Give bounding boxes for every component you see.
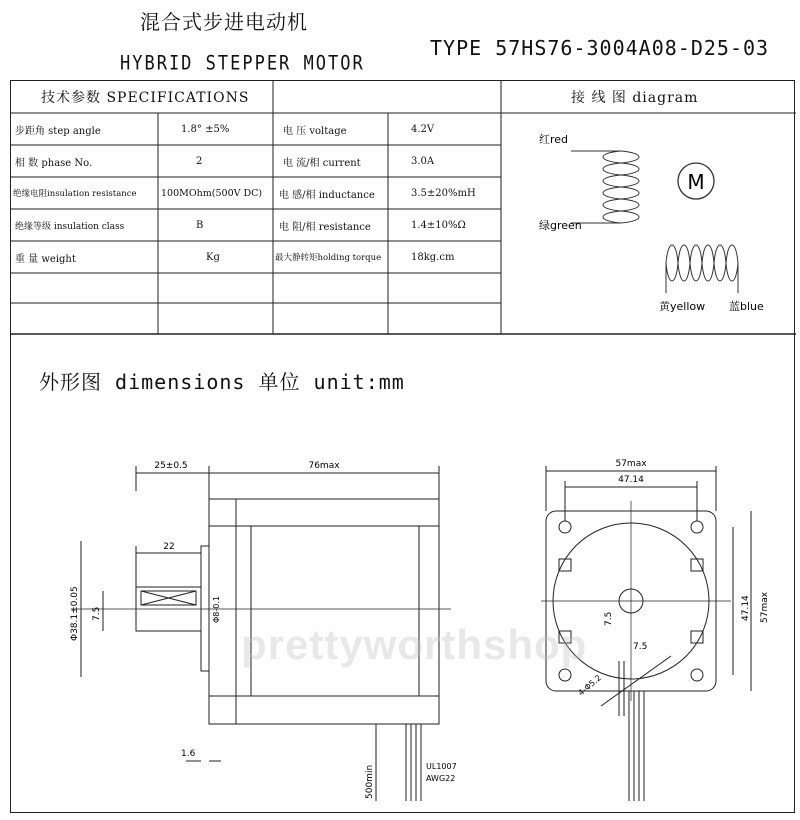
dim-500: 500min: [365, 764, 375, 799]
dim-47-14: 47.14: [618, 475, 644, 485]
wiring-diagram: [501, 113, 796, 334]
dim-76: 76max: [308, 461, 340, 471]
model-type: TYPE 57HS76-3004A08-D25-03: [430, 36, 770, 60]
spec-value-step-angle: 1.8° ±5%: [181, 123, 230, 135]
spec-label-step-angle: 步距角 step angle: [15, 125, 101, 137]
spec-label-inductance: 电 感/相 inductance: [279, 189, 375, 201]
dim-holes: 4-Φ5.2: [576, 673, 603, 698]
spec-value-weight: Kg: [206, 251, 220, 263]
spec-value-phase: 2: [196, 155, 203, 167]
spec-label-weight: 重 量 weight: [15, 253, 76, 265]
dim-7-5: 7.5: [92, 606, 102, 621]
watermark: prettyworthshop: [241, 621, 588, 668]
title-chinese: 混合式步进电动机: [140, 10, 308, 34]
spec-label-insulation-class: 绝缘等级 insulation class: [15, 221, 125, 232]
dim-1-6: 1.6: [181, 749, 196, 759]
dim-7-5-vertical: 7.5: [604, 611, 614, 626]
spec-value-insulation-class: B: [196, 219, 204, 231]
spec-value-insulation-resistance: 100MOhm(500V DC): [161, 187, 263, 199]
spec-label-current: 电 流/相 current: [283, 157, 361, 169]
spec-label-voltage: 电 压 voltage: [283, 125, 347, 137]
dim-57: 57max: [615, 459, 647, 469]
wire-yellow-label: 黄yellow: [659, 300, 706, 313]
dim-47-14-vertical: 47.14: [741, 595, 751, 621]
spec-value-voltage: 4.2V: [411, 123, 435, 135]
phase-a-coil: [571, 151, 639, 223]
dim-7-5-horizontal: 7.5: [633, 642, 648, 652]
phase-b-coil: [666, 245, 738, 293]
wire-red-label: 红red: [539, 133, 569, 146]
specs-heading: 技术参数 SPECIFICATIONS: [41, 90, 250, 106]
spec-label-resistance: 电 阻/相 resistance: [279, 221, 371, 233]
wire-green-label: 绿green: [539, 219, 582, 232]
motor-label: M: [687, 170, 705, 194]
cable-spec-1: UL1007: [426, 762, 457, 771]
title-english: HYBRID STEPPER MOTOR: [120, 52, 365, 75]
datasheet: [10, 80, 795, 813]
spec-label-holding-torque: 最大静转矩holding torque: [275, 253, 382, 263]
wiring-heading: 接 线 图 diagram: [571, 90, 699, 106]
dimensions-heading: 外形图 dimensions 单位 unit:mm: [39, 370, 405, 394]
spec-value-current: 3.0A: [411, 155, 435, 167]
dim-25: 25±0.5: [154, 461, 188, 471]
dim-shaft: Φ8-0.1: [212, 596, 221, 623]
wire-blue-label: 蓝blue: [729, 300, 764, 313]
spec-value-inductance: 3.5±20%mH: [411, 187, 476, 199]
spec-label-phase: 相 数 phase No.: [15, 157, 93, 169]
spec-value-holding-torque: 18kg.cm: [411, 251, 455, 263]
dim-57-vertical: 57max: [760, 591, 770, 623]
dim-38-1: Φ38.1±0.05: [70, 586, 80, 641]
spec-label-insulation-resistance: 绝缘电阻insulation resistance: [13, 189, 137, 199]
spec-value-resistance: 1.4±10%Ω: [411, 219, 466, 231]
cable-spec-2: AWG22: [426, 774, 456, 783]
dim-22: 22: [163, 542, 175, 552]
